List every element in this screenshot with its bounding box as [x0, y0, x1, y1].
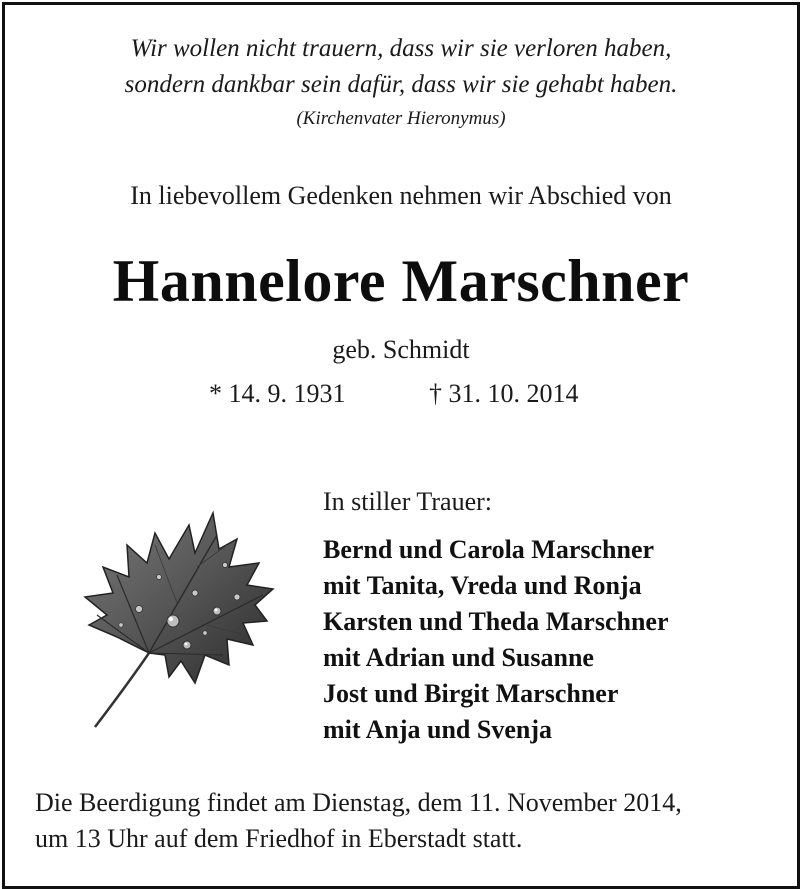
mourning-label: In stiller Trauer:: [323, 487, 492, 516]
quote-line-1: Wir wollen nicht trauern, dass wir sie verloren haben,: [130, 35, 672, 62]
mourner-line: Bernd und Carola Marschner: [323, 535, 655, 564]
intro-text: In liebevollem Gedenken nehmen wir Abschied von: [130, 181, 672, 210]
maiden-name: geb. Schmidt: [332, 335, 470, 364]
mourner-line: Jost und Birgit Marschner: [323, 679, 619, 708]
maple-leaf-icon: [77, 505, 277, 740]
mourners-list: [323, 532, 669, 748]
death-date: † 31. 10. 2014: [429, 379, 579, 408]
mourner-line: mit Adrian und Susanne: [323, 643, 594, 672]
quote-line-2: sondern dankbar sein dafür, dass wir sie gehabt haben.: [124, 71, 678, 98]
quote-attribution: (Kirchenvater Hieronymus): [296, 108, 506, 129]
funeral-info: [35, 785, 682, 857]
mourner-line: mit Tanita, Vreda und Ronja: [323, 571, 642, 600]
deceased-name: Hannelore Marschner: [112, 248, 690, 314]
obituary-notice: [2, 2, 800, 889]
mourner-line: mit Anja und Svenja: [323, 715, 552, 744]
birth-date: * 14. 9. 1931: [209, 379, 346, 408]
mourner-line: Karsten und Theda Marschner: [323, 607, 669, 636]
funeral-line-1: Die Beerdigung findet am Dienstag, dem 11. November 2014,: [35, 788, 682, 817]
funeral-line-2: um 13 Uhr auf dem Friedhof in Eberstadt statt.: [35, 824, 523, 853]
